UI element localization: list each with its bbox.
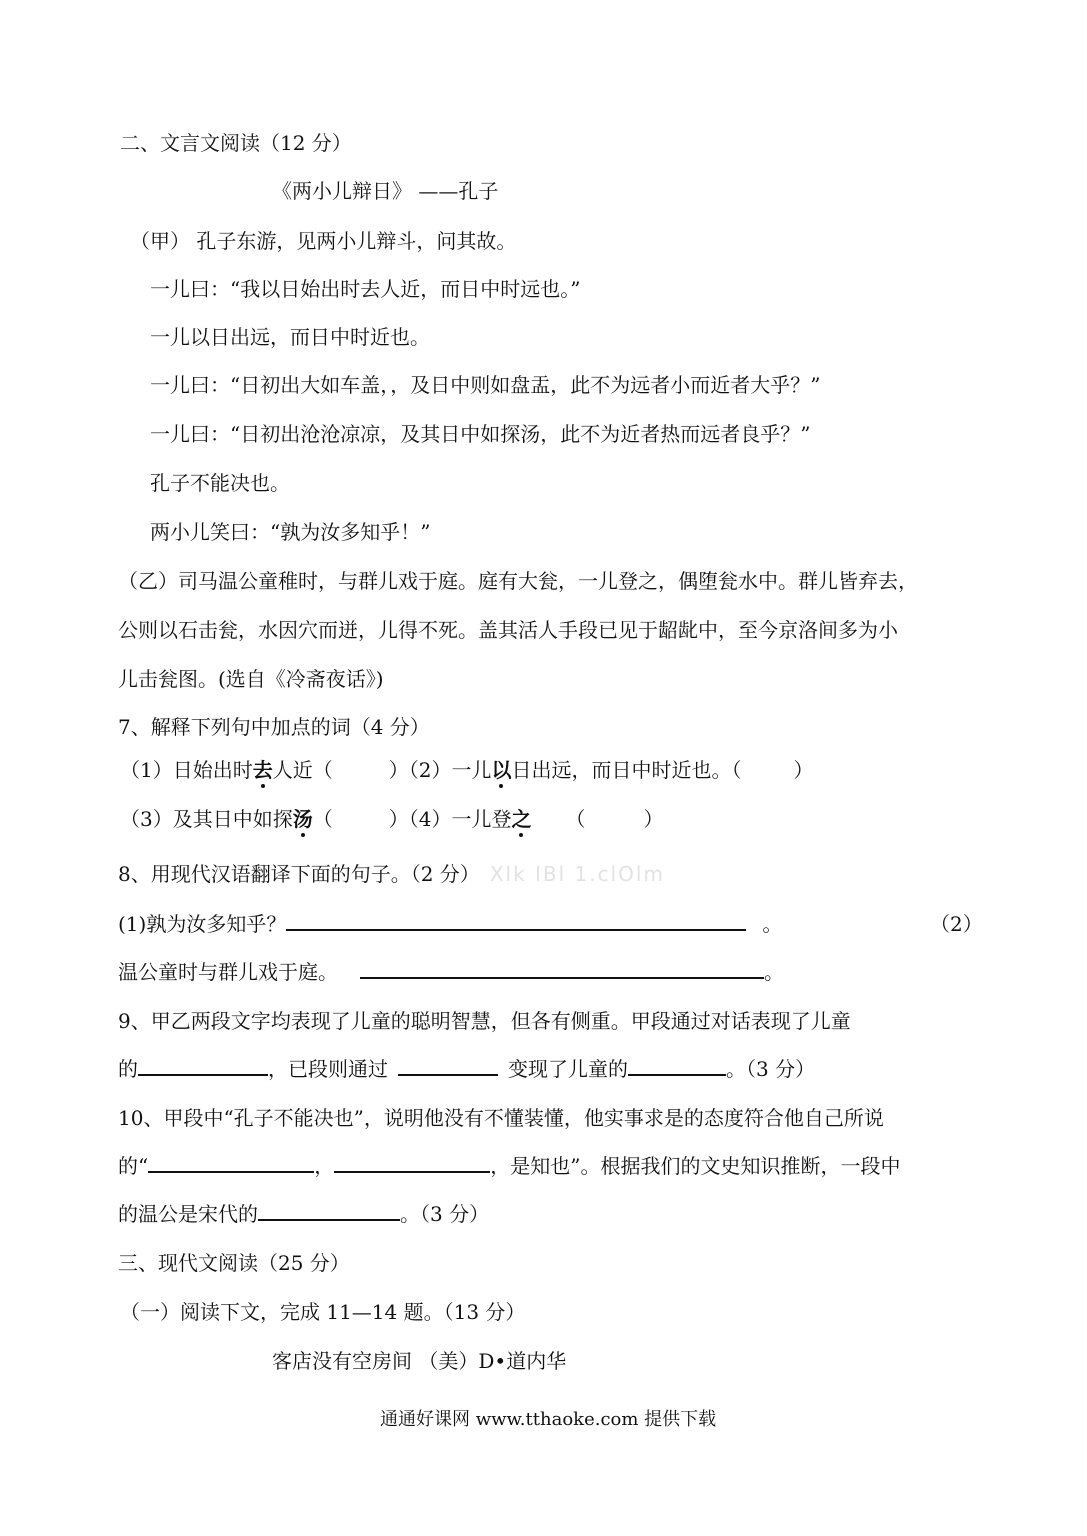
q7-4-open: （	[565, 807, 586, 831]
footer-credit: 通通好课网 www.tthaoke.com 提供下载	[380, 1409, 717, 1430]
q7-stem: 7、解释下列句中加点的词（4 分）	[118, 715, 430, 739]
q7-1-prefix: （1）日始出时	[120, 758, 253, 782]
q10-line-2	[118, 1151, 900, 1181]
q8-stem-line	[118, 859, 665, 889]
q7-2-suffix: 日出远，而日中时近也。（	[511, 758, 742, 782]
watermark-text: Xlk IBl 1.clOlm	[489, 862, 665, 886]
q10-text-5: 。（3 分）	[400, 1202, 490, 1226]
jia-line-3: 一儿以日出远，而日中时近也。	[150, 325, 430, 349]
q7-4-prefix: ）（4）一儿登	[388, 807, 512, 831]
jia-line-6: 孔子不能决也。	[150, 471, 290, 495]
q9-blank-3[interactable]	[628, 1054, 726, 1076]
q8-stem: 8、用现代汉语翻译下面的句子。（2 分）	[118, 862, 480, 886]
yi-line-2: 公则以石击瓮，水因穴而迸，儿得不死。盖其活人手段已见于龆龀中，至今京洛间多为小	[118, 618, 898, 642]
q7-2-dotted-word: 以	[491, 758, 512, 782]
q9-text-3: 变现了儿童的	[508, 1057, 628, 1081]
q10-text-2: ，	[314, 1154, 335, 1178]
q10-blank-1[interactable]	[148, 1151, 314, 1173]
q7-4-dotted-word: 之	[511, 807, 532, 831]
q9-blank-2[interactable]	[398, 1054, 498, 1076]
q7-1-dotted-word: 去	[252, 758, 273, 782]
yi-line-3: 儿击瓮图。(选自《冷斋夜话》)	[118, 667, 384, 691]
q9-text-2: ，已段则通过	[268, 1057, 388, 1081]
q7-2-close: ）	[793, 758, 814, 782]
q7-3-suffix: （	[312, 807, 333, 831]
q9-text-4: 。（3 分）	[726, 1057, 816, 1081]
q10-text-4: 的温公是宋代的	[118, 1202, 258, 1226]
q8-s2-text: 温公童时与群儿戏于庭。	[118, 960, 338, 984]
q7-4-close: ）	[643, 807, 664, 831]
q7-1-suffix: 人近（	[272, 758, 333, 782]
q9-text-1: 的	[118, 1057, 138, 1081]
section3-heading: 三、现代文阅读（25 分）	[118, 1251, 350, 1275]
jia-line-7: 两小儿笑曰：“孰为汝多知乎！”	[150, 520, 431, 544]
section3-subheading: （一）阅读下文，完成 11—14 题。（13 分）	[120, 1300, 526, 1324]
q7-line-1	[120, 755, 813, 785]
q8-s1-period: 。	[762, 912, 783, 936]
story-title: 客店没有空房间 （美）D•道内华	[272, 1349, 567, 1373]
q10-line-1: 10、甲段中“孔子不能决也”，说明他没有不懂装懂，他实事求是的态度符合他自己所说	[118, 1106, 884, 1130]
jia-line-4: 一儿曰：“日初出大如车盖，，及日中则如盘盂，此不为远者小而近者大乎？”	[150, 373, 821, 397]
q8-sentence-2	[118, 957, 784, 987]
q9-line-1: 9、甲乙两段文字均表现了儿童的聪明智慧，但各有侧重。甲段通过对话表现了儿童	[118, 1009, 851, 1033]
q9-line-2	[118, 1054, 815, 1084]
q7-3-prefix: （3）及其日中如探	[120, 807, 293, 831]
section2-heading: 二、文言文阅读（12 分）	[120, 131, 352, 155]
q10-blank-2[interactable]	[334, 1151, 490, 1173]
q8-s1-text: (1)孰为汝多知乎？	[118, 912, 287, 936]
q10-text-3: ，是知也”。根据我们的文史知识推断，一段中	[490, 1154, 901, 1178]
q8-s2-period: 。	[764, 960, 784, 984]
q8-s2-number: （2）	[930, 912, 983, 936]
yi-line-1: （乙）司马温公童稚时，与群儿戏于庭。庭有大瓮，一儿登之，偶堕瓮水中。群儿皆弃去，	[118, 569, 918, 593]
poem-title: 《两小儿辩日》 ——孔子	[272, 179, 499, 203]
q7-2-prefix: ）（2）一儿	[388, 758, 492, 782]
q10-text-1: 的“	[118, 1154, 149, 1178]
q10-line-3	[118, 1199, 489, 1229]
q8-s1-answer-blank[interactable]	[286, 909, 746, 931]
q7-line-2	[120, 804, 663, 834]
q7-3-dotted-word: 汤	[292, 807, 313, 831]
jia-line-1: （甲） 孔子东游，见两小儿辩斗，问其故。	[130, 229, 517, 253]
q8-s2-answer-blank[interactable]	[360, 957, 764, 979]
q9-blank-1[interactable]	[138, 1054, 268, 1076]
jia-line-5: 一儿曰：“日初出沧沧凉凉，及其日中如探汤，此不为近者热而远者良乎？”	[150, 422, 811, 446]
q10-blank-3[interactable]	[258, 1199, 400, 1221]
jia-line-2: 一儿曰：“我以日始出时去人近，而日中时远也。”	[150, 277, 581, 301]
q8-sentence-1	[118, 909, 782, 939]
